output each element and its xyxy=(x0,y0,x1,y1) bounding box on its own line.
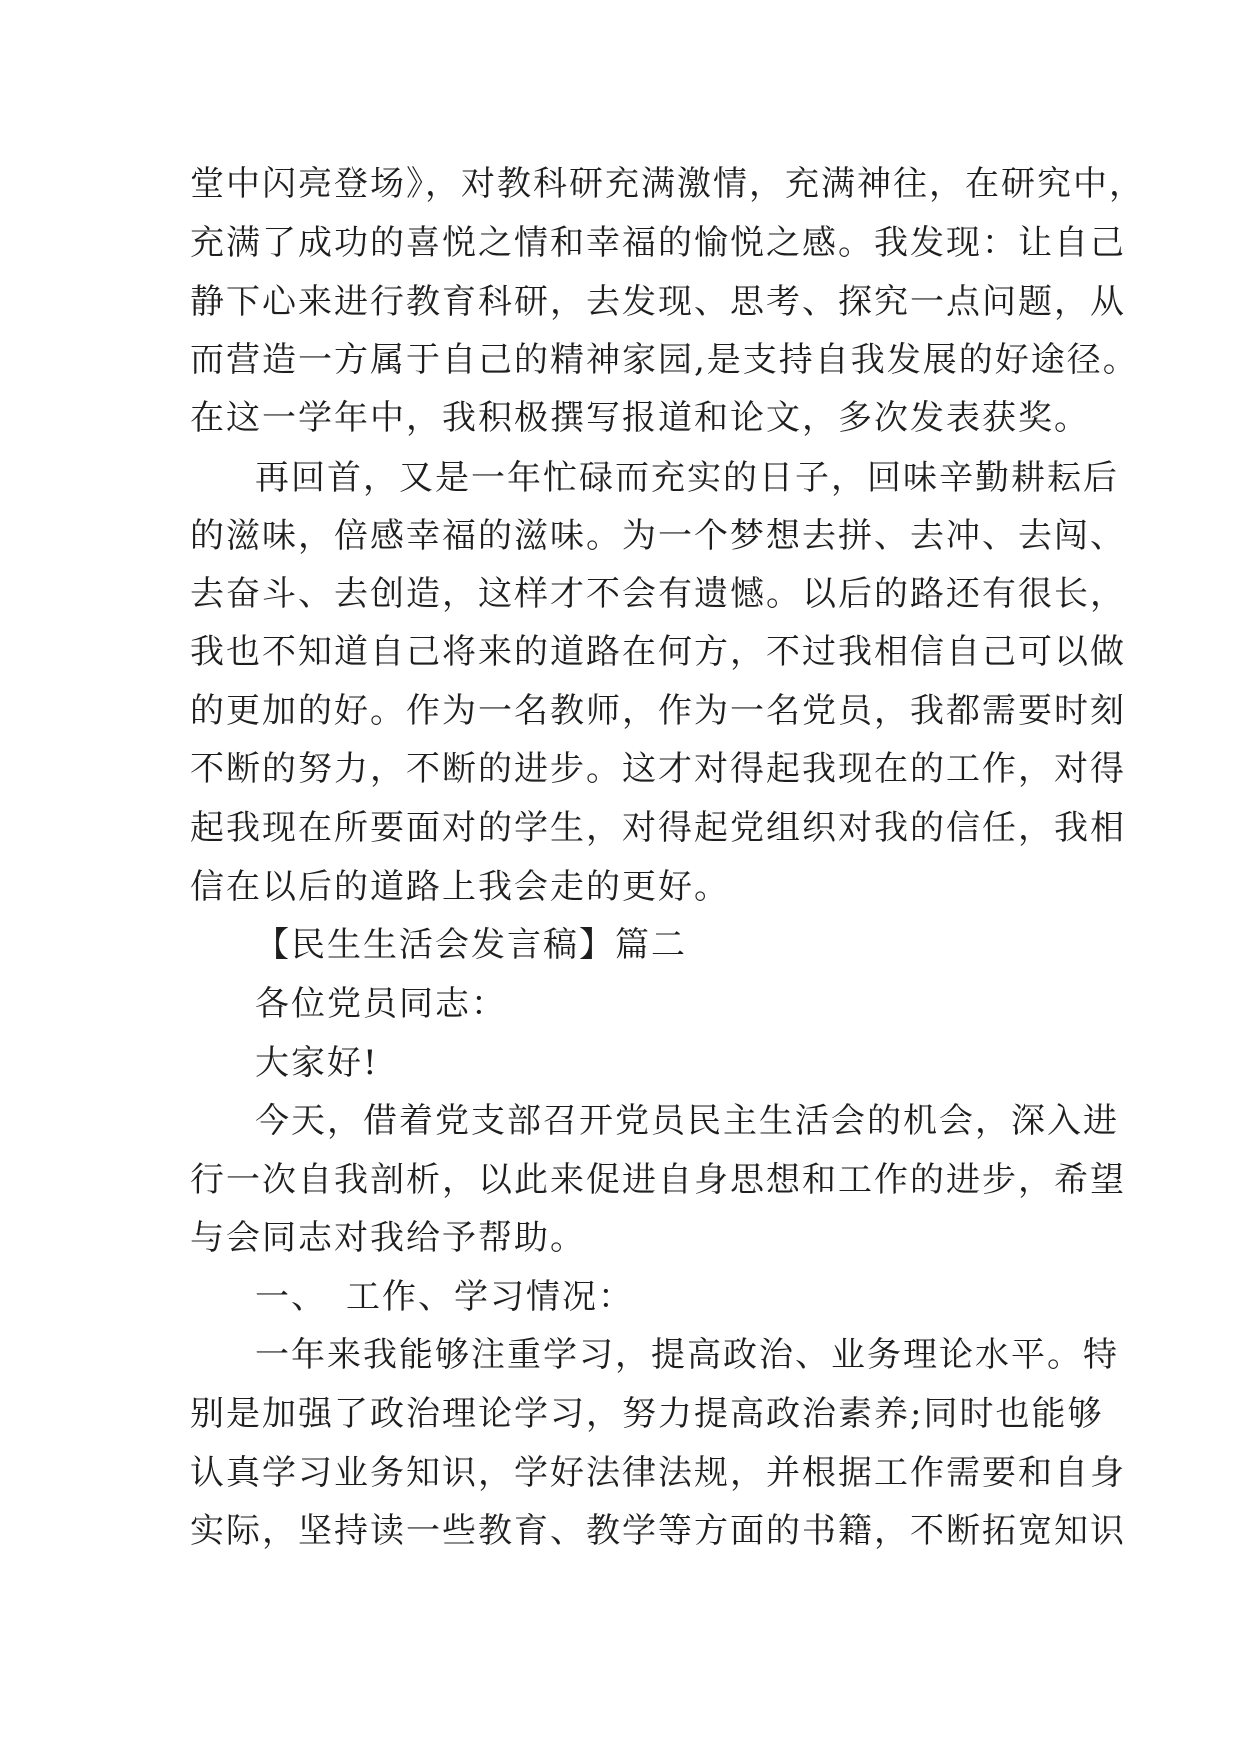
text-line: 认真学习业务知识，学好法律法规，并根据工作需要和自身 xyxy=(190,1453,1126,1493)
text-line: 行一次自我剖析，以此来促进自身思想和工作的进步，希望 xyxy=(190,1160,1126,1200)
paragraph-first-line: 再回首，又是一年忙碌而充实的日子，回味辛勤耕耘后 xyxy=(255,458,1119,498)
text-line: 信在以后的道路上我会走的更好。 xyxy=(190,867,730,907)
text-line: 去奋斗、去创造，这样才不会有遗憾。以后的路还有很长， xyxy=(190,574,1126,614)
text-line: 的更加的好。作为一名教师，作为一名党员，我都需要时刻 xyxy=(190,691,1126,731)
paragraph-first-line: 今天，借着党支部召开党员民主生活会的机会，深入进 xyxy=(255,1101,1119,1141)
text-line: 别是加强了政治理论学习，努力提高政治素养;同时也能够 xyxy=(190,1394,1104,1434)
text-line: 实际，坚持读一些教育、教学等方面的书籍，不断拓宽知识 xyxy=(190,1511,1126,1551)
section-heading: 【民生生活会发言稿】篇二 xyxy=(255,925,687,965)
text-line: 与会同志对我给予帮助。 xyxy=(190,1218,586,1258)
text-line: 充满了成功的喜悦之情和幸福的愉悦之感。我发现：让自己 xyxy=(190,223,1126,263)
text-line: 而营造一方属于自己的精神家园,是支持自我发展的好途径。 xyxy=(190,340,1139,380)
paragraph-first-line: 一年来我能够注重学习，提高政治、业务理论水平。特 xyxy=(255,1335,1119,1375)
text-line: 不断的努力，不断的进步。这才对得起我现在的工作，对得 xyxy=(190,749,1126,789)
text-line: 堂中闪亮登场》，对教科研充满激情，充满神往，在研究中， xyxy=(190,164,1145,204)
text-line: 起我现在所要面对的学生，对得起党组织对我的信任，我相 xyxy=(190,808,1126,848)
subsection-heading: 一、 工作、学习情况： xyxy=(255,1277,634,1317)
text-line: 在这一学年中，我积极撰写报道和论文，多次发表获奖。 xyxy=(190,398,1090,438)
text-line: 我也不知道自己将来的道路在何方，不过我相信自己可以做 xyxy=(190,632,1126,672)
greeting: 大家好! xyxy=(255,1043,379,1083)
text-line: 的滋味，倍感幸福的滋味。为一个梦想去拼、去冲、去闯、 xyxy=(190,516,1126,556)
salutation: 各位党员同志： xyxy=(255,984,507,1024)
text-line: 静下心来进行教育科研，去发现、思考、探究一点问题，从 xyxy=(190,282,1126,322)
